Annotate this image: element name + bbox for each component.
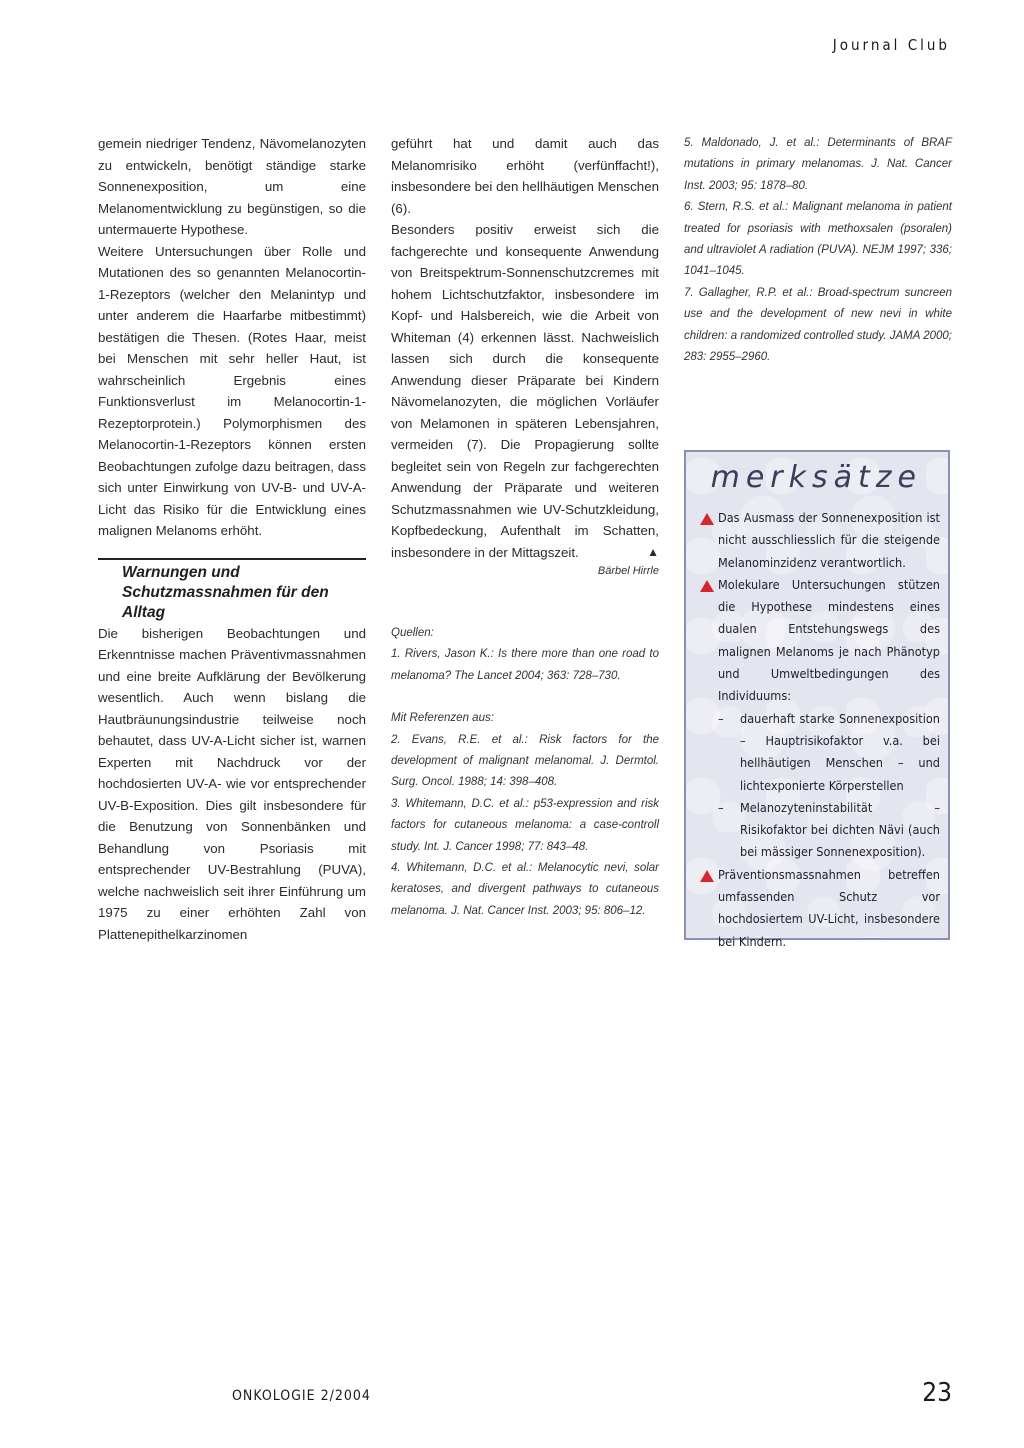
reference: 3. Whitemann, D.C. et al.: p53-expression and risk factors for cutaneous melanoma: a case-controll study. Int. J. Cancer 1998; 77: 843–48. [391,797,659,853]
end-mark-icon: ▲ [647,544,659,559]
paragraph [391,219,659,563]
sub-list-item [700,708,940,797]
merksaetze-box [684,450,950,949]
column-3 [684,133,952,368]
list-item [700,574,940,708]
body-text-col1 [98,133,366,542]
list-item [700,864,940,953]
triangle-bullet-icon [700,870,714,882]
sub-item-text: Melanozyteninstabilität – Risikofaktor bei dichten Nävi (auch bei mässiger Sonnenexposition). [740,799,940,860]
list-item-text: Molekulare Untersuchungen stützen die Hypothese mindestens eines dualen Entstehungswegs des malignen Melanoms je nach Phänotyp und Umweltbedingungen des Individuums: [718,576,940,704]
running-header: Journal Club [832,36,950,54]
reference: 4. Whitemann, D.C. et al.: Melanocytic nevi, solar keratoses, and divergent pathways to cutaneous melanoma. J. Nat. Cancer Inst. 2003; 95: 806–12. [391,862,659,917]
list-item-text: Das Ausmass der Sonnenexposition ist nicht ausschliesslich für die steigende Melanominzidenz verantwortlich. [718,510,940,570]
author: Bärbel Hirrle [597,565,659,577]
paragraph-text: Besonders positiv erweist sich die fachgerechte und konsequente Anwendung von Breitspektrum-Sonnenschutzcremes mit hohem Lichtschutzfaktor, insbesondere im Kopf- und Halsbereich, wie die Arbeit von Whiteman (4) erkennen lässt. Nachweislich lassen sich durch die konsequente Anwendung dieser Präparate bei Kindern Nävomelanozyten, die möglichen Vorläufer von Melamonen in späteren Lebensjahren, vermeiden (7). Die Propagierung sollte begleitet sein von Regeln zur fachgerechten Anwendung der Präparate und weiteren Schutzmassnahmen wie UV-Schutzkleidung, Kopfbedeckung, Aufenthalt im Schatten, insbesondere in der Mittagszeit. [391,222,659,560]
page-number: 23 [922,1378,952,1408]
references-continued [684,133,952,368]
sub-item-text: dauerhaft starke Sonnenexposition – Hauptrisikofaktor v.a. bei hellhäutigen Menschen – und lichtexponierte Körperstellen [740,710,940,793]
sub-list-item [700,797,940,864]
triangle-bullet-icon [700,580,714,592]
paragraph: Weitere Untersuchungen über Rolle und Mutationen des so genannten Melanocortin-1-Rezeptors (welcher den Melanintyp und unter anderem die Haarfarbe mitbestimmt) bestätigen die Thesen. (Rotes Haar, meist bei Menschen mit sehr heller Haut, ist wahrscheinlich Ergebnis eines Funktionsverlust im Melanocortin-1-Rezeptorprotein.) Polymorphismen des Melanocortin-1-Rezeptors können ersten Beobachtungen zufolge dazu beitragen, dass sich unter Einwirkung von UV-B- und UV-A-Licht das Risiko für die Entwicklung eines malignen Melanoms erhöht. [98,243,366,538]
dash-bullet: – [718,710,724,726]
paragraph: Die bisherigen Beobachtungen und Erkenntnisse machen Präventivmassnahmen und eine breite Aufklärung der Bevölkerung wesentlich. Auch wenn bislang die Hautbräunungsindustrie teilweise noch behautet, dass UV-A-Licht sicher ist, warnen Experten mit Nachdruck vor der hochdosierten UV-A- wie vor entsprechender UV-B-Exposition. Dies gilt insbesondere für die Benutzung von Sonnenbänken und Behandlung von Psoriasis mit entsprechender UV-Bestrahlung (PUVA), welche nachweislich seit ihrer Einführung um 1975 zu einer erhöhten Zahl von Plattenepithelkarzinomen [98,625,366,942]
sources-label: Quellen: [391,627,434,639]
column-2 [391,133,659,922]
reference: 7. Gallagher, R.P. et al.: Broad-spectrum suncreen use and the development of new nevi in white children: a randomized controlled study. JAMA 2000; 283: 2955–2960. [684,286,952,364]
reference: 5. Maldonado, J. et al.: Determinants of BRAF mutations in primary melanomas. J. Nat. Cancer Inst. 2003; 95: 1878–80. [684,137,952,192]
section-heading: Warnungen und Schutzmassnahmen für den Alltag [98,558,366,623]
column-1 [98,133,366,945]
triangle-bullet-icon [700,513,714,525]
dash-bullet: – [718,799,724,815]
reference: 2. Evans, R.E. et al.: Risk factors for the development of malignant melanomal. J. Dermtol. Surg. Oncol. 1988; 14: 398–408. [391,733,659,789]
merksaetze-list [700,507,940,953]
reference: 1. Rivers, Jason K.: Is there more than one road to melanoma? The Lancet 2004; 363: 728–730. [391,648,659,682]
paragraph: gemein niedriger Tendenz, Nävomelanozyten zu entwickeln, benötigt ständige starke Sonnenexposition, um eine Melanomentwicklung zu begünstigen, so die untermauerte Hypothese. [98,136,366,237]
list-item-text: Präventionsmassnahmen betreffen umfassenden Schutz vor hochdosiertem UV-Licht, insbesondere bei Kindern. [718,866,940,949]
reference: 6. Stern, R.S. et al.: Malignant melanoma in patient treated for psoriasis with methoxsalen (psoralen) and ultraviolet A radiation (PUVA). NEJM 1997; 336; 1041–1045. [684,201,952,278]
paragraph: geführt hat und damit auch das Melanomrisiko erhöht (verfünffacht!), insbesondere bei den hellhäutigen Menschen (6). [391,136,659,216]
journal-issue: ONKOLOGIE 2/2004 [232,1388,371,1404]
list-item [700,507,940,574]
sources [391,623,659,922]
merksaetze-title: merksätze [710,460,922,495]
body-text-section [98,623,366,946]
references-label: Mit Referenzen aus: [391,712,494,725]
body-text-col2 [391,133,659,563]
